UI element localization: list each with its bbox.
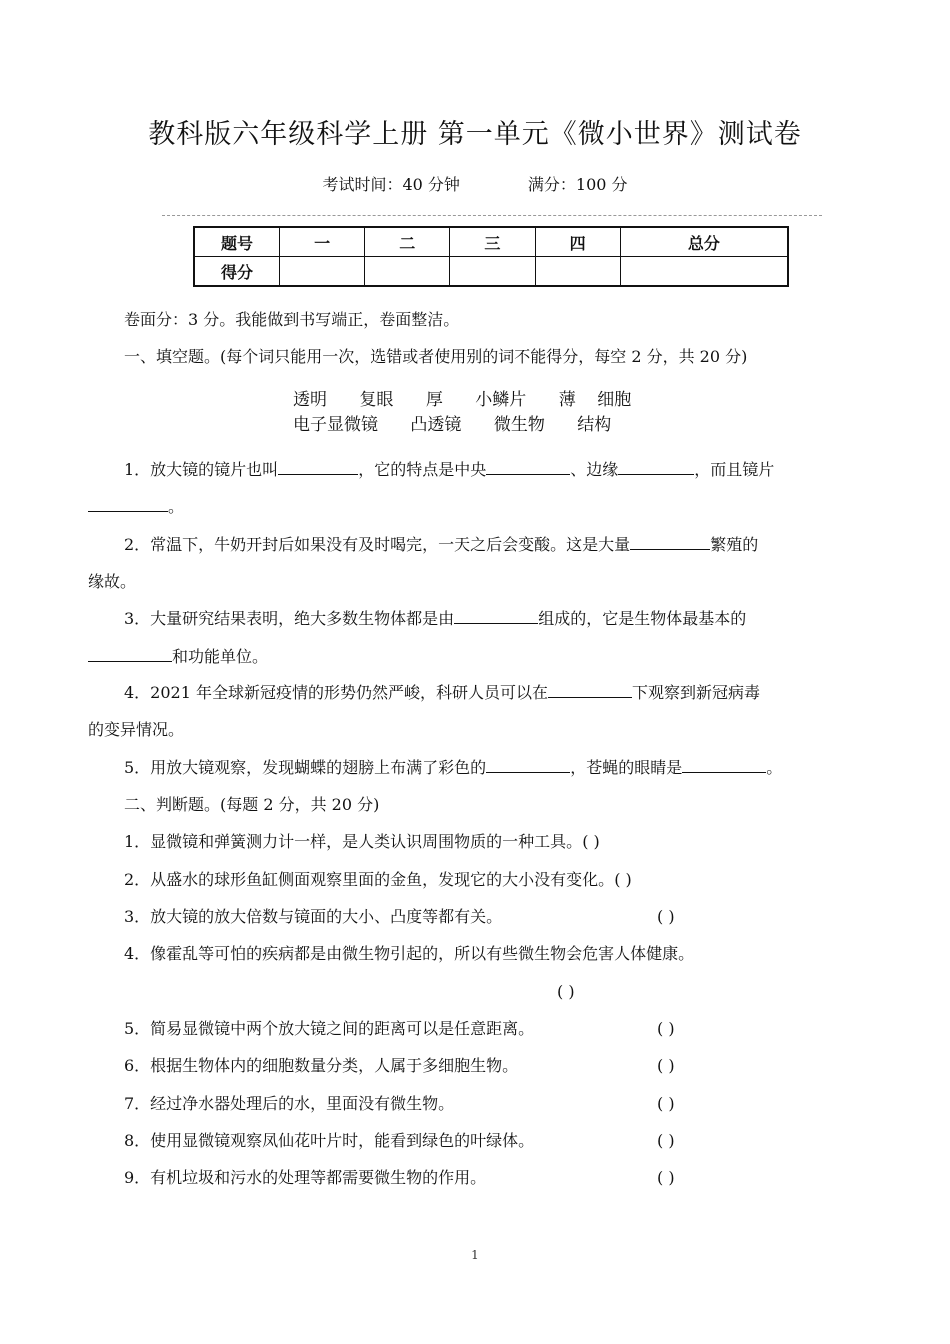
fill-question-2-cont: 缘故。	[88, 572, 137, 591]
score-cell-header: 一	[280, 227, 365, 257]
score-cell-header: 四	[535, 227, 620, 257]
judge-item-6: 6．根据生物体内的细胞数量分类，人属于多细胞生物。	[124, 1056, 519, 1075]
score-table-header-row	[194, 227, 788, 257]
fill-question-4: 4．2021 年全球新冠疫情的形势仍然严峻，科研人员可以在 下观察到新冠病毒	[124, 683, 761, 702]
answer-blank[interactable]	[618, 458, 694, 475]
word-bank-line1: 透明 复眼 厚 小鳞片 薄 细胞	[293, 390, 632, 410]
answer-blank[interactable]	[88, 645, 172, 662]
full-score: 满分：100 分	[527, 175, 628, 194]
page-title: 教科版六年级科学上册 第一单元《微小世界》测试卷	[148, 119, 802, 150]
fill-question-1-cont: 。	[88, 495, 864, 519]
answer-blank[interactable]	[486, 458, 570, 475]
score-cell-header: 总分	[620, 227, 788, 257]
score-cell-empty[interactable]	[535, 257, 620, 287]
exam-meta	[0, 172, 950, 195]
score-table	[193, 226, 789, 287]
score-cell-empty[interactable]	[450, 257, 535, 287]
judge-item-9: 9．有机垃圾和污水的处理等都需要微生物的作用。	[124, 1168, 487, 1187]
score-table-score-row	[194, 257, 788, 287]
answer-paren[interactable]: ( )	[657, 1094, 675, 1113]
answer-blank[interactable]	[278, 458, 358, 475]
word-bank-line2: 电子显微镜 凸透镜 微生物 结构	[293, 415, 612, 435]
answer-blank[interactable]	[630, 533, 710, 550]
judge-item-5: 5．简易显微镜中两个放大镜之间的距离可以是任意距离。	[124, 1019, 535, 1038]
fill-question-3: 3．大量研究结果表明，绝大多数生物体都是由 组成的，它是生物体最基本的	[124, 609, 747, 628]
section1-heading: 一、填空题。(每个词只能用一次，选错或者使用别的词不能得分，每空 2 分，共 20 分)	[124, 347, 748, 366]
page-number: 1	[471, 1248, 479, 1262]
divider	[162, 215, 822, 216]
score-cell-empty[interactable]	[620, 257, 788, 287]
neatness-note: 卷面分：3 分。我能做到书写端正，卷面整洁。	[124, 310, 460, 329]
section2-heading: 二、判断题。(每题 2 分，共 20 分)	[124, 795, 380, 814]
fill-question-2: 2．常温下，牛奶开封后如果没有及时喝完，一天之后会变酸。这是大量 繁殖的	[124, 535, 759, 554]
judge-item-4: 4．像霍乱等可怕的疾病都是由微生物引起的，所以有些微生物会危害人体健康。	[124, 944, 695, 963]
score-cell-empty[interactable]	[280, 257, 365, 287]
answer-paren[interactable]: ( )	[657, 1131, 675, 1150]
score-cell-empty[interactable]	[365, 257, 450, 287]
judge-item-3: 3．放大镜的放大倍数与镜面的大小、凸度等都有关。	[124, 907, 503, 926]
answer-paren[interactable]: ( )	[657, 1168, 675, 1187]
answer-blank[interactable]	[88, 495, 168, 512]
judge-item-8: 8．使用显微镜观察凤仙花叶片时，能看到绿色的叶绿体。	[124, 1131, 535, 1150]
answer-blank[interactable]	[486, 756, 570, 773]
judge-item-1: 1．显微镜和弹簧测力计一样，是人类认识周围物质的一种工具。( )	[124, 830, 864, 854]
answer-blank[interactable]	[548, 681, 632, 698]
answer-paren[interactable]: ( )	[657, 907, 675, 926]
judge-item-2: 2．从盛水的球形鱼缸侧面观察里面的金鱼，发现它的大小没有变化。( )	[124, 868, 864, 892]
score-cell-header: 题号	[194, 227, 280, 257]
exam-time: 考试时间：40 分钟	[322, 175, 460, 194]
fill-question-5: 5．用放大镜观察，发现蝴蝶的翅膀上布满了彩色的 ，苍蝇的眼睛是 。	[124, 758, 783, 777]
answer-paren[interactable]: ( )	[657, 1056, 675, 1075]
score-row-label: 得分	[194, 257, 280, 287]
answer-blank[interactable]	[682, 756, 766, 773]
fill-question-1: 1．放大镜的镜片也叫 ，它的特点是中央 、边缘 ，而且镜片	[124, 460, 775, 479]
answer-paren[interactable]: ( )	[657, 1019, 675, 1038]
judge-item-7: 7．经过净水器处理后的水，里面没有微生物。	[124, 1094, 455, 1113]
answer-paren[interactable]: ( )	[582, 832, 600, 851]
fill-question-3-cont: 和功能单位。	[88, 645, 864, 669]
fill-question-4-cont: 的变异情况。	[88, 720, 185, 739]
score-cell-header: 二	[365, 227, 450, 257]
answer-paren[interactable]: ( )	[557, 982, 575, 1001]
answer-paren[interactable]: ( )	[614, 870, 632, 889]
score-cell-header: 三	[450, 227, 535, 257]
answer-blank[interactable]	[454, 607, 538, 624]
